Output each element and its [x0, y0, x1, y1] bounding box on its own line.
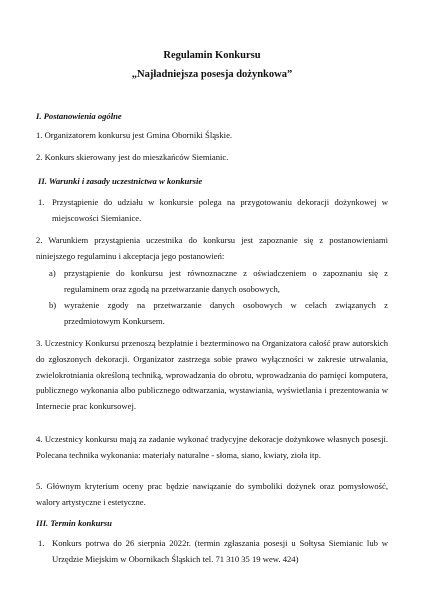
s1-paragraph-1: 1. Organizatorem konkursu jest Gmina Oborniki Śląskie.: [36, 130, 233, 140]
s1-paragraph-2: 2. Konkurs skierowany jest do mieszkańców Siemianic.: [36, 152, 229, 162]
s2-item-b-letter: b): [49, 300, 57, 310]
s2-paragraph-4: 4. Uczestnicy konkursu mają za zadanie wykonać tradycyjne dekoracje dożynkowe własnych posesji. Polecana technika wykonania: materiały naturalne - słoma, siano, kwiaty, zioła itp.: [36, 434, 388, 460]
section-1-heading: I. Postanowienia ogólne: [36, 111, 122, 121]
s2-item-a: przystąpienie do konkursu jest równoznaczne z oświadczeniem o zapoznaniu się z regulaminem oraz zgodą na przetwarzanie danych osobowych,: [64, 268, 388, 294]
s2-paragraph-2: 2. Warunkiem przystąpienia uczestnika do konkursu jest zapoznanie się z postanowieniami niniejszego regulaminu i akceptacja jego postanowień:: [36, 235, 388, 261]
s2-item-1: Przystąpienie do udziału w konkursie polega na przygotowaniu dekoracji dożynkowej w miejscowości Siemianice.: [52, 197, 388, 223]
s2-paragraph-5: 5. Głównym kryterium oceny prac będzie nawiązanie do symboliki dożynek oraz pomysłowość, walory artystyczne i estetyczne.: [36, 481, 388, 507]
s3-item-1: Konkurs potrwa do 26 sierpnia 2022r. (termin zgłaszania posesji u Sołtysa Siemianic lub w Urzędzie Miejskim w Obornikach Śląskich tel. 71 310 35 19 wew. 424): [52, 538, 388, 564]
s2-item-b: wyrażenie zgody na przetwarzanie danych osobowych w celach związanych z przedmiotowym Konkursem.: [64, 300, 388, 326]
s2-item-a-letter: a): [49, 268, 56, 278]
section-3-heading: III. Termin konkursu: [36, 518, 112, 528]
document-title: Regulamin Konkursu: [163, 50, 261, 61]
s2-paragraph-3: 3. Uczestnicy Konkursu przenoszą bezpłatnie i bezterminowo na Organizatora całość praw autorskich do zgłoszonych dekoracji. Organizator zastrzega sobie prawo wyłączności w zakresie utrwalania, zwielokrotniania określoną techniką, wprowadzania do obrotu, wprowadzania do pamięci komputera, publicznego wykonania albo publicznego odtwarzania, wystawiania, wyświetlania i prezentowania w Internecie prac konkursowej.: [36, 338, 388, 412]
document-subtitle: „Najładniejsza posesja dożynkowa”: [131, 69, 293, 80]
s3-item-1-number: 1.: [38, 538, 45, 548]
section-2-heading: II. Warunki i zasady uczestnictwa w konkursie: [38, 176, 203, 186]
s2-item-1-number: 1.: [38, 197, 45, 207]
